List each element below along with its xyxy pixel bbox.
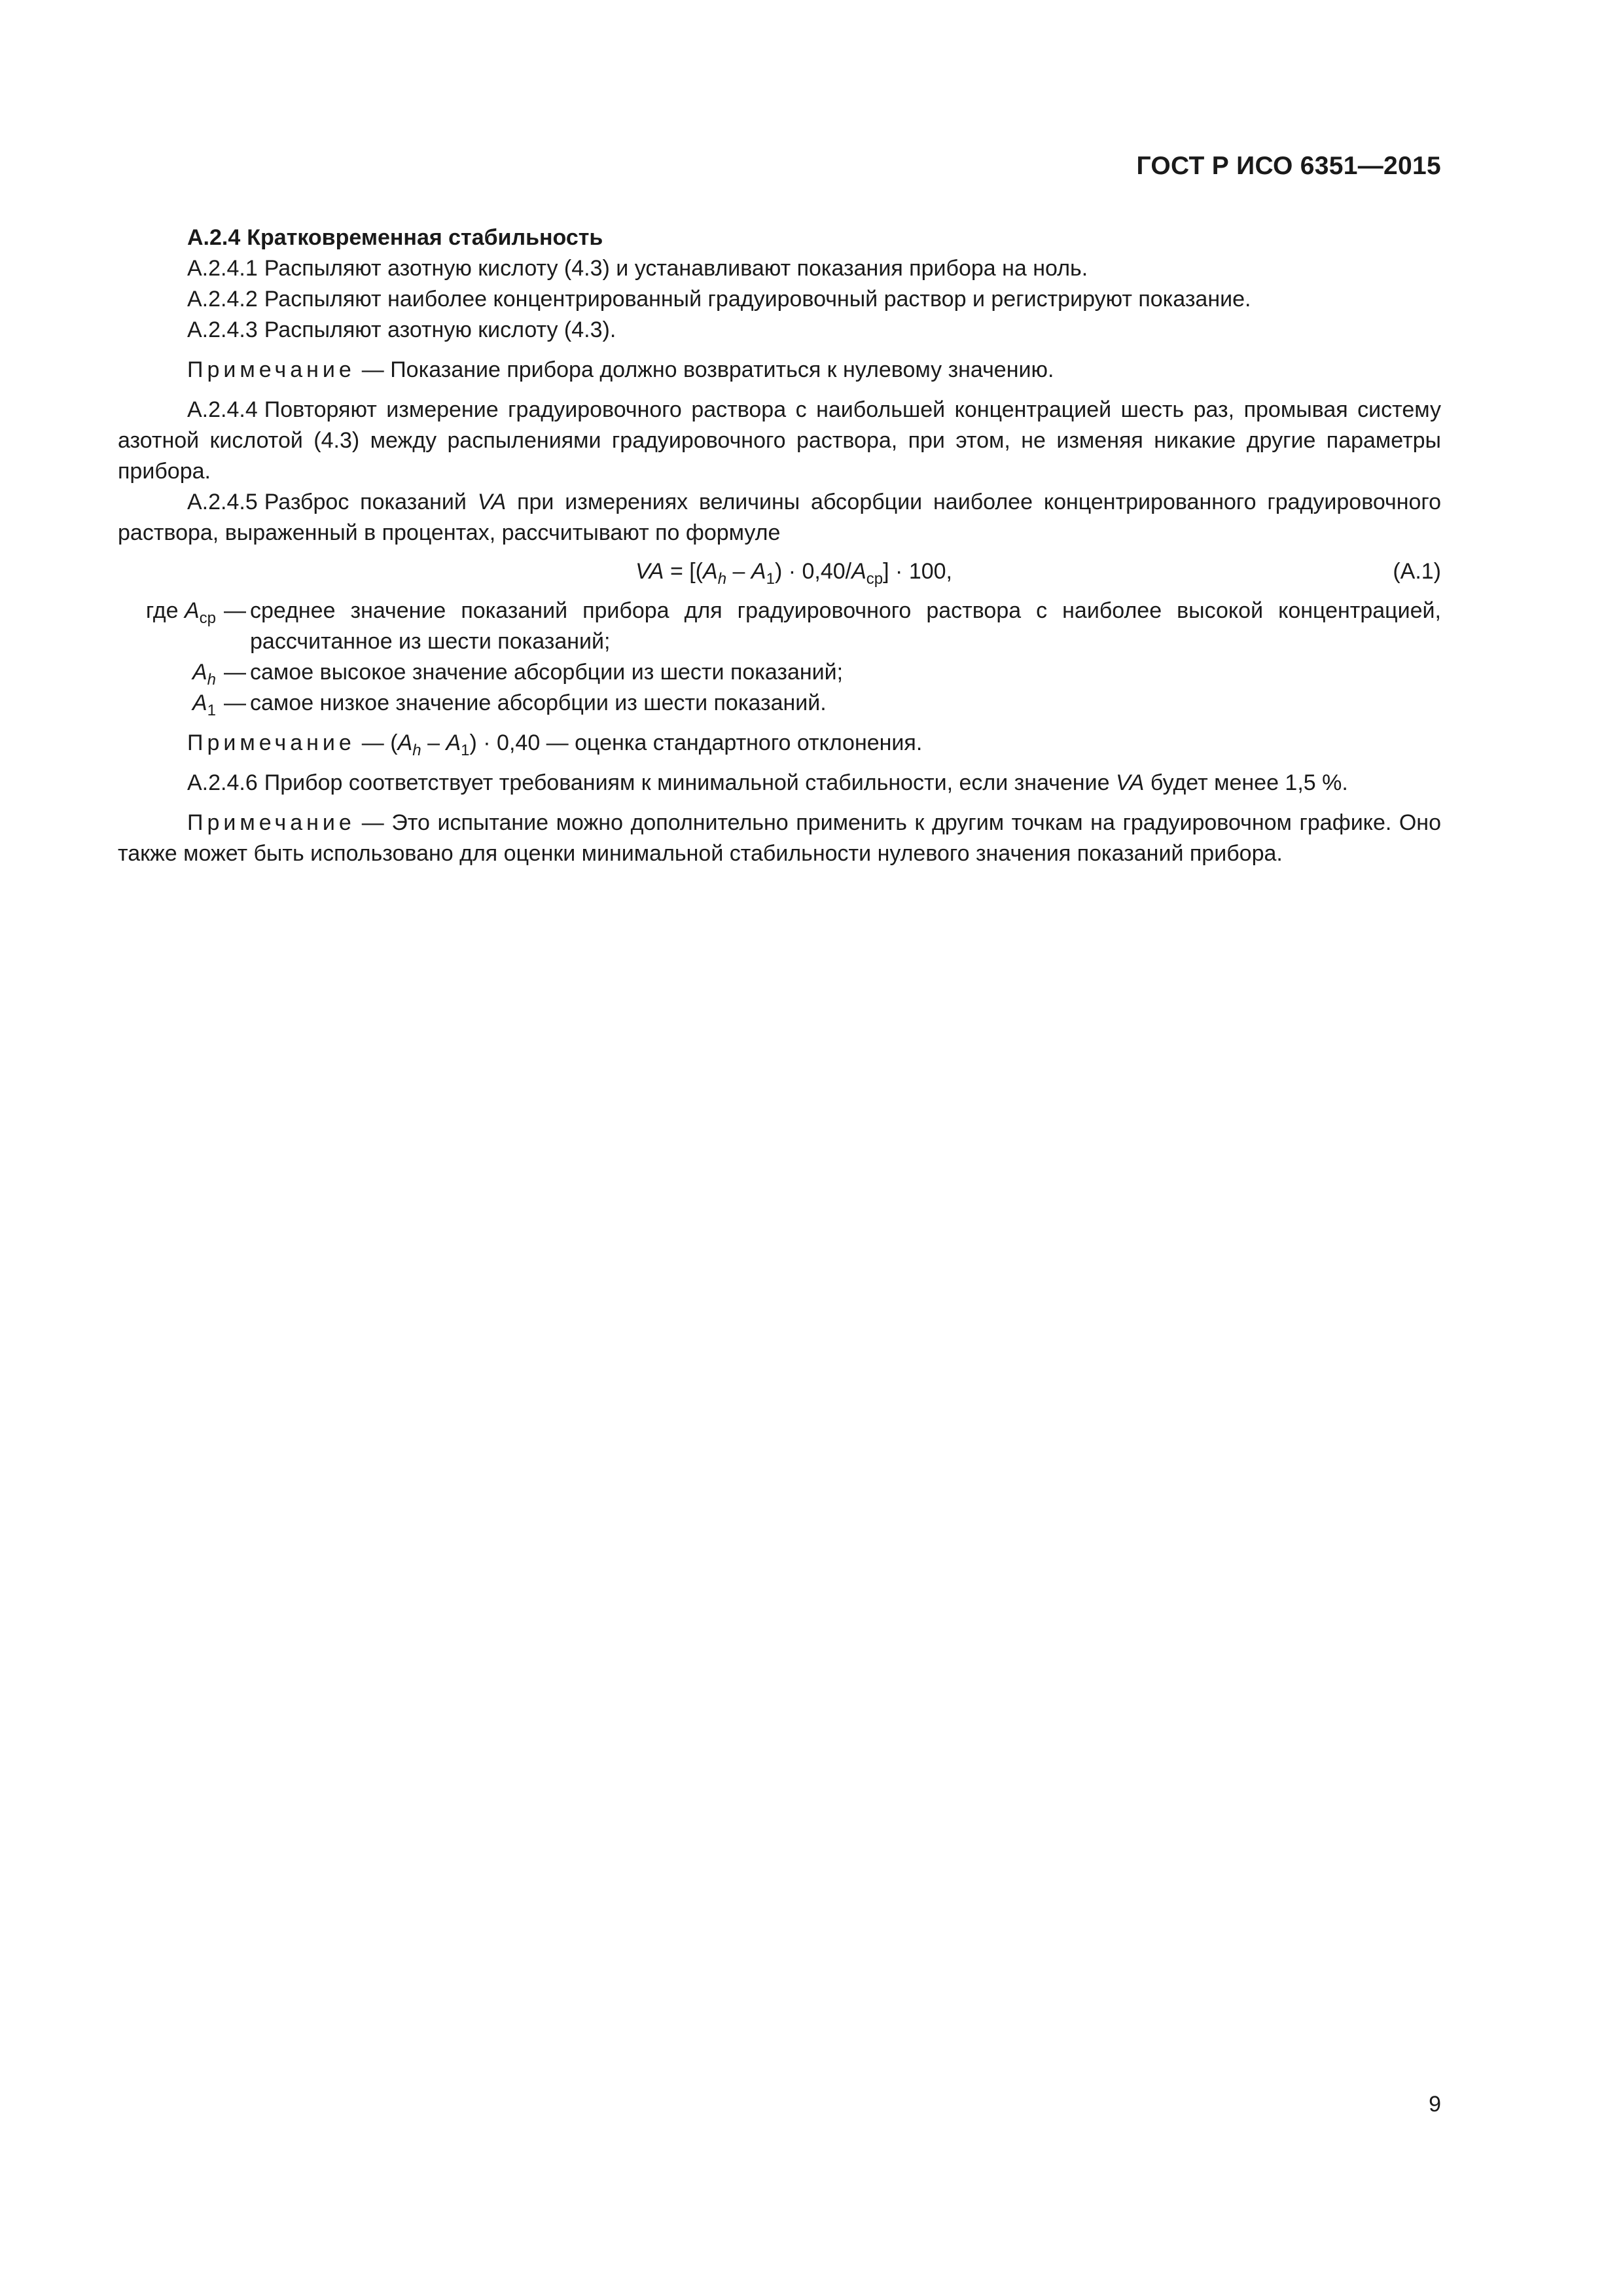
note-sub: h — [412, 742, 421, 759]
clause-text: Распыляют азотную кислоту (4.3). — [264, 317, 616, 342]
clause-text: Повторяют измерение градуировочного раствора с наибольшей концентрацией шесть раз, промывая систему азотной кислотой (4.3) между распылениями градуировочного раствора, при этом, не изменяя никакие другие параметры прибора. — [118, 397, 1441, 484]
clause-text: Прибор соответствует требованиям к минимальной стабильности, если значение — [264, 770, 1110, 795]
definition-text: самое высокое значение абсорбции из шести показаний; — [250, 660, 844, 685]
definition-a1 — [118, 688, 1441, 719]
clause-number: A.2.4.5 — [187, 490, 258, 514]
document-body — [118, 223, 1441, 869]
definition-symbol — [118, 688, 216, 719]
equation-number: (A.1) — [1393, 559, 1441, 584]
note-2: Примечание — $(A_h - A_1) \cdot 0,40$ — оценка стандартного отклонения. — [187, 730, 923, 759]
clause-number: A.2.4.6 — [187, 770, 258, 795]
clause-a242 — [118, 284, 1441, 315]
symbol-sub: h — [207, 671, 216, 689]
clause-a245 — [118, 487, 1441, 548]
definition-symbol — [118, 596, 216, 626]
clause-number: A.2.4.1 — [187, 256, 258, 281]
formula-var: A — [703, 559, 718, 584]
definition-text: самое низкое значение абсорбции из шести показаний. — [250, 691, 827, 715]
formula-var: A — [751, 559, 766, 584]
symbol-var: A — [192, 691, 207, 715]
symbol-sub: ср — [199, 609, 216, 627]
formula-sub: h — [717, 570, 727, 588]
clause-number: A.2.4.4 — [187, 397, 258, 422]
definitions-list — [118, 596, 1441, 719]
note-sub: 1 — [461, 742, 470, 759]
note-minus: – — [427, 730, 440, 755]
definition-dash: — — [224, 691, 246, 715]
symbol-var: A — [192, 660, 207, 685]
formula-part: = [( — [669, 559, 704, 584]
formula-var: A — [851, 559, 866, 584]
note-var: A — [446, 730, 461, 755]
note-label: Примечание — [187, 730, 355, 755]
clause-text: Разброс показаний — [264, 490, 467, 514]
formula-a1 — [118, 554, 1441, 590]
formula-part: – — [732, 559, 745, 584]
formula-lhs: VA — [635, 559, 664, 584]
clause-number: A.2.4.3 — [187, 317, 258, 342]
clause-a243 — [118, 315, 1441, 346]
formula-expression — [118, 556, 1441, 587]
definition-ah — [118, 657, 1441, 688]
formula-sub: 1 — [766, 570, 775, 588]
formula-part: ] · 100, — [883, 559, 952, 584]
definition-symbol — [118, 657, 216, 688]
definition-acp — [118, 596, 1441, 657]
note-1 — [118, 355, 1441, 386]
note-3 — [118, 808, 1441, 869]
clause-a246 — [118, 768, 1441, 798]
note-text: — Это испытание можно дополнительно применить к другим точкам на градуировочном графике. Оно также может быть использовано для оценки минимальной стабильности нулевого значения показаний прибора. — [118, 810, 1441, 866]
where-label: где — [145, 598, 179, 623]
formula-part: ) · 0,40/ — [774, 559, 852, 584]
va-symbol: VA — [477, 490, 507, 514]
clause-number: A.2.4.2 — [187, 287, 258, 312]
note-label: Примечание — [187, 357, 355, 382]
definition-dash: — — [224, 598, 246, 623]
symbol-var: A — [184, 598, 200, 623]
clause-a244 — [118, 395, 1441, 487]
clause-text: при измерениях величины абсорбции наиболее концентрированного градуировочного раствора, выраженный в процентах, рассчитывают по формуле — [118, 490, 1441, 545]
section-title: Кратковременная стабильность — [247, 225, 603, 250]
definition-dash: — — [224, 660, 246, 685]
clause-text: будет менее 1,5 %. — [1150, 770, 1348, 795]
note-text: · 0,40 — оценка стандартного отклонения. — [483, 730, 923, 755]
symbol-sub: 1 — [207, 702, 216, 719]
note-dash: — — [361, 730, 384, 755]
section-heading — [118, 223, 1441, 253]
va-symbol: VA — [1115, 770, 1145, 795]
note-var: A — [397, 730, 413, 755]
definition-text: среднее значение показаний прибора для градуировочного раствора с наиболее высокой концентрацией, рассчитанное из шести показаний; — [250, 598, 1441, 654]
clause-a241 — [118, 253, 1441, 284]
formula-sub: ср — [866, 570, 883, 588]
page-number: 9 — [1429, 2092, 1441, 2117]
section-number: A.2.4 — [187, 225, 241, 250]
note-label: Примечание — [187, 810, 355, 835]
clause-text: Распыляют наиболее концентрированный градуировочный раствор и регистрируют показание. — [264, 287, 1251, 312]
document-header: ГОСТ Р ИСО 6351—2015 — [1136, 152, 1441, 180]
clause-text: Распыляют азотную кислоту (4.3) и устанавливают показания прибора на ноль. — [264, 256, 1088, 281]
note-text: — Показание прибора должно возвратиться к нулевому значению. — [361, 357, 1054, 382]
